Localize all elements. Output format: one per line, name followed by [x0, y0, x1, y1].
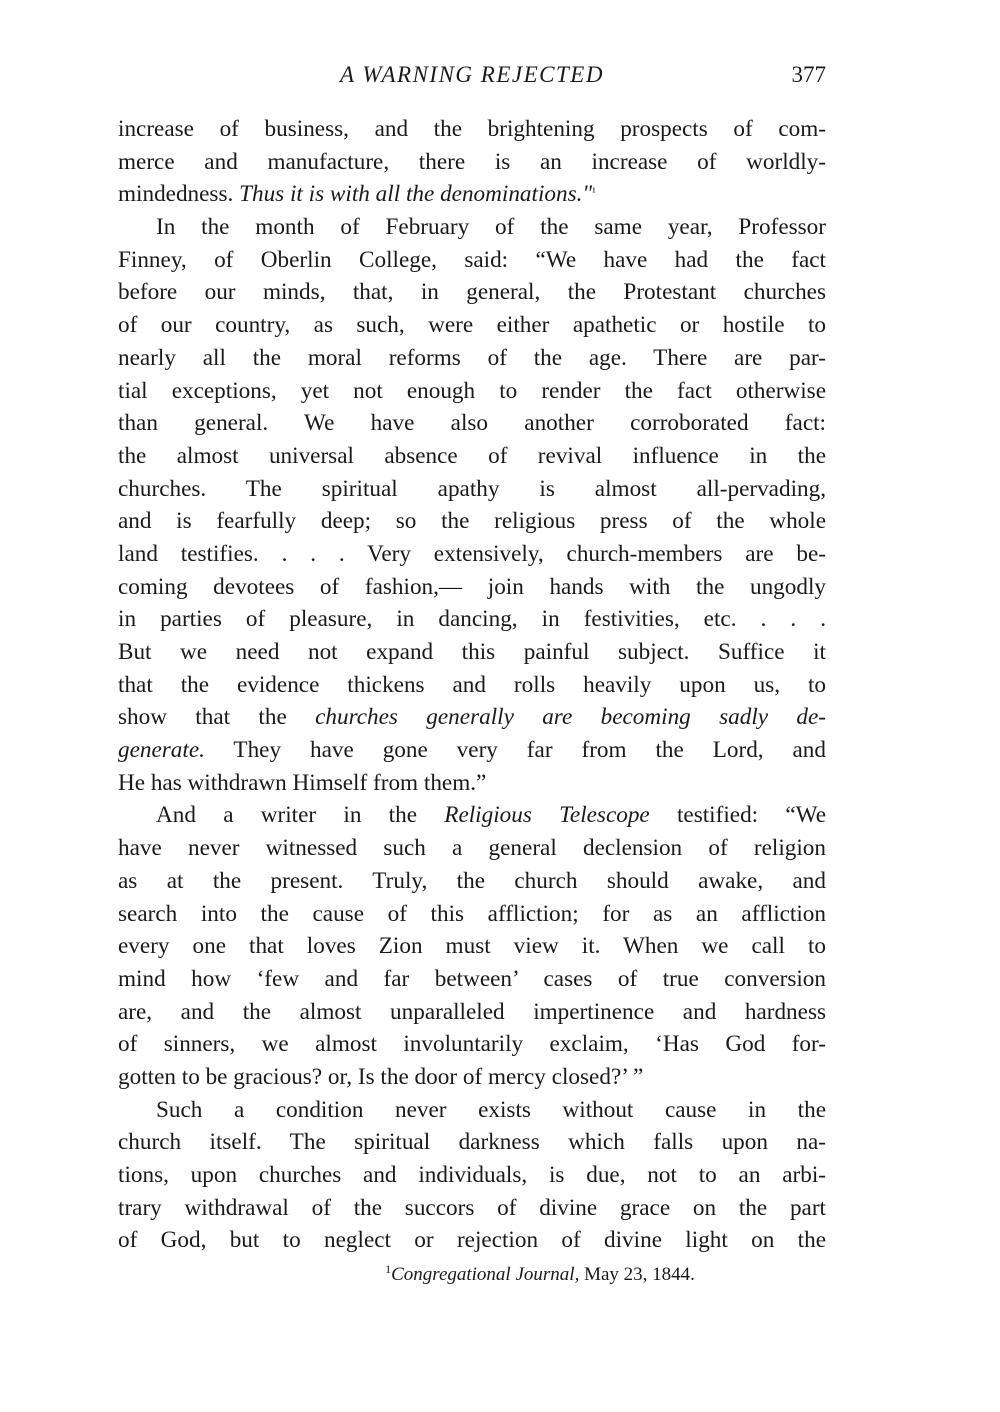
text-segment: generate. — [118, 737, 205, 764]
text-segment: the almost universal absence of revival influence in the — [118, 442, 826, 469]
text-line — [118, 1126, 826, 1159]
text-line — [118, 1028, 826, 1061]
text-line — [118, 963, 826, 996]
text-line — [118, 898, 826, 931]
text-segment: nearly all the moral reforms of the age. There are par- — [118, 344, 826, 371]
text-segment: are, and the almost unparalleled impertinence and hardness — [118, 998, 826, 1025]
text-line — [118, 603, 826, 636]
text-segment: He has withdrawn Himself from them.” — [118, 769, 487, 796]
text-line — [118, 309, 826, 342]
text-line — [118, 799, 826, 832]
text-segment: tions, upon churches and individuals, is due, not to an arbi- — [118, 1162, 826, 1188]
text-line — [118, 1159, 826, 1192]
text-segment: search into the cause of this affliction; for as an affliction — [118, 900, 826, 927]
text-line — [118, 1224, 826, 1257]
text-line — [118, 505, 826, 538]
text-segment: Religious Telescope — [444, 802, 650, 829]
text-segment: every one that loves Zion must view it. When we call to — [118, 933, 826, 960]
text-line — [118, 832, 826, 865]
footnote-marker: 1 — [385, 1262, 392, 1276]
text-segment: have never witnessed such a general declension of religion — [118, 835, 826, 862]
text-segment: that the evidence thickens and rolls heavily upon us, to — [118, 671, 826, 698]
text-segment: They have gone very far from the Lord, and — [204, 737, 826, 764]
text-line — [118, 375, 826, 408]
text-segment: merce and manufacture, there is an increase of worldly- — [118, 148, 826, 175]
running-title: A WARNING REJECTED — [340, 62, 604, 87]
text-segment: mindedness. — [118, 181, 240, 208]
text-line — [118, 178, 826, 211]
text-segment: Finney, of Oberlin College, said: “We have had the fact — [118, 246, 826, 273]
text-segment: coming devotees of fashion,— join hands with the ungodly — [118, 573, 826, 600]
text-segment: churches. The spiritual apathy is almost all-pervading, — [118, 475, 826, 502]
text-line — [118, 865, 826, 898]
text-segment: Such a condition never exists without cause in the — [156, 1096, 826, 1123]
text-segment: and is fearfully deep; so the religious press of the whole — [118, 508, 826, 535]
text-line — [118, 244, 826, 277]
text-line — [118, 734, 826, 767]
text-line — [118, 767, 826, 800]
page-number: 377 — [791, 62, 826, 87]
text-segment: of sinners, we almost involuntarily exclaim, ‘Has God for- — [118, 1031, 826, 1058]
text-segment: testified: “We — [649, 802, 826, 829]
text-segment: show that the — [118, 704, 316, 731]
text-segment: before our minds, that, in general, the Protestant churches — [118, 279, 826, 306]
text-line — [118, 211, 826, 244]
text-segment: in parties of pleasure, in dancing, in festivities, etc. . . . — [118, 606, 826, 633]
text-line — [118, 571, 826, 604]
text-segment: of God, but to neglect or rejection of divine light on the — [118, 1227, 826, 1254]
text-segment: church itself. The spiritual darkness which falls upon na- — [118, 1129, 826, 1156]
text-segment: land testifies. . . . Very extensively, church-members are be- — [118, 540, 826, 567]
text-line — [118, 538, 826, 571]
text-line — [118, 636, 826, 669]
text-line — [118, 1061, 826, 1094]
text-segment: But we need not expand this painful subject. Suffice it — [118, 639, 826, 665]
text-line — [118, 146, 826, 179]
text-line — [118, 342, 826, 375]
footnote-reference: ¹ — [592, 185, 596, 200]
text-segment: trary withdrawal of the succors of divine grace on the part — [118, 1194, 826, 1221]
text-segment: tial exceptions, yet not enough to render the fact otherwise — [118, 377, 826, 404]
footnote — [0, 1264, 1000, 1286]
footnote-source: Congregational Journal, — [391, 1264, 580, 1285]
body-text — [118, 113, 826, 1257]
footnote-date: May 23, 1844. — [579, 1264, 695, 1285]
text-segment: of our country, as such, were either apathetic or hostile to — [118, 312, 826, 339]
text-segment: as at the present. Truly, the church should awake, and — [118, 867, 826, 894]
text-line — [118, 930, 826, 963]
text-segment: increase of business, and the brightening prospects of com- — [118, 116, 826, 142]
text-line — [118, 407, 826, 440]
text-segment: than general. We have also another corroborated fact: — [118, 410, 826, 437]
text-segment: churches generally are becoming sadly de- — [315, 704, 827, 731]
page-header — [118, 62, 826, 96]
text-line — [118, 440, 826, 473]
text-segment: gotten to be gracious? or, Is the door of mercy closed?’ ” — [118, 1063, 644, 1090]
text-line — [118, 996, 826, 1029]
text-line — [118, 1192, 826, 1225]
text-line — [118, 276, 826, 309]
text-line — [118, 701, 826, 734]
text-segment: And a writer in the — [156, 802, 445, 829]
text-segment: In the month of February of the same year, Professor — [156, 214, 826, 241]
text-line — [118, 669, 826, 702]
text-segment: Thus it is with all the denominations." — [239, 181, 593, 208]
text-line — [118, 113, 826, 146]
text-line — [118, 473, 826, 506]
text-line — [118, 1094, 826, 1127]
text-segment: mind how ‘few and far between’ cases of true conversion — [118, 965, 826, 992]
